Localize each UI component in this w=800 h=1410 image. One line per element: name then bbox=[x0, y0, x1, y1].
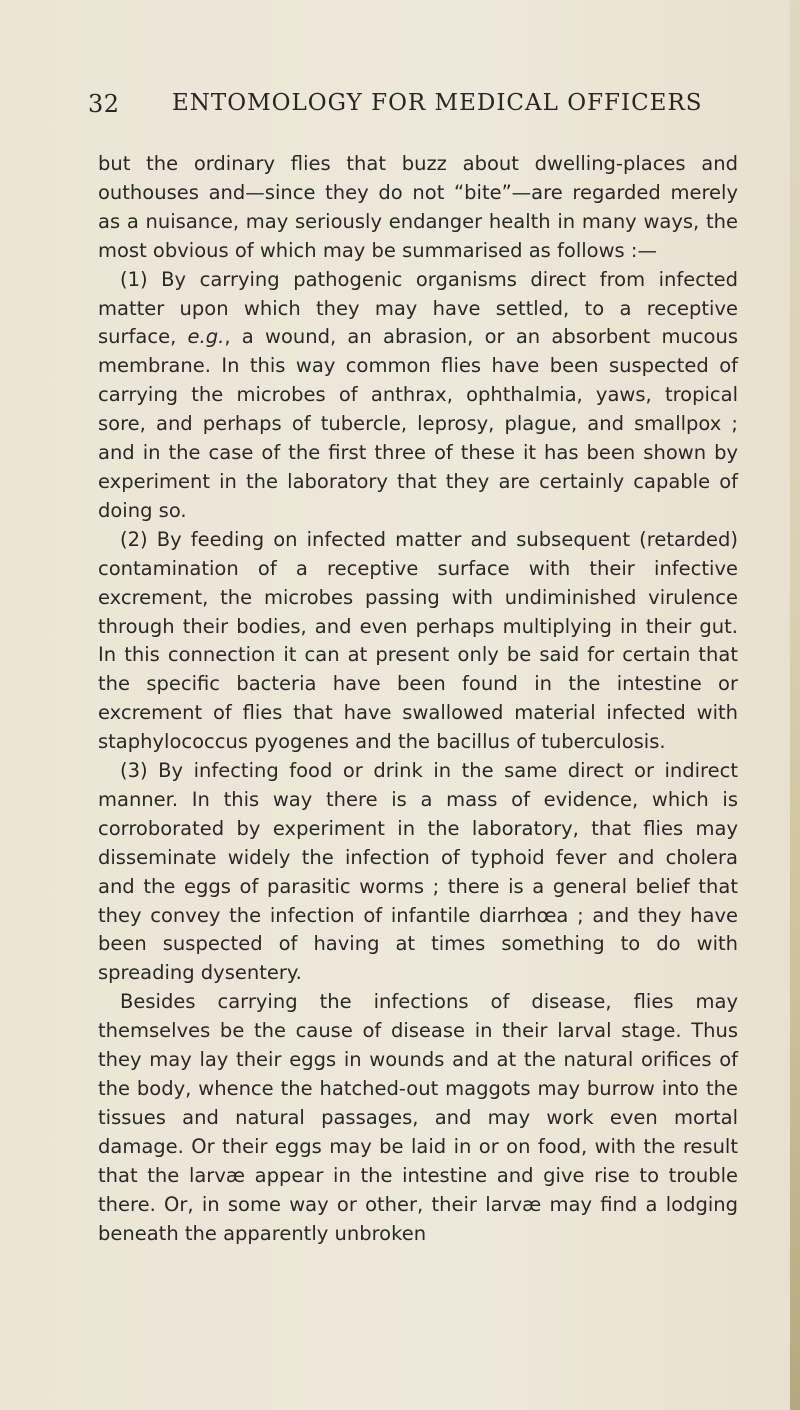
paragraph-point-3: (3) By infecting food or drink in the same direct or indirect manner. In this way there is a mass of evidence, which is corroborated by experiment in the laboratory, that flies may disseminate widely the infection of typhoid fever and cholera and the eggs of parasitic worms ; there is a general belief that they convey the infection of infantile diarrhœa ; and they have been suspected of having at times something to do with spreading dysentery. bbox=[98, 759, 738, 985]
point-1-text-b: , a wound, an abrasion, or an absorbent mucous membrane. In this way common flies have been suspected of carrying the microbes of anthrax, ophthalmia, yaws, tropical sore, and perhaps of tubercle, leprosy, plague, and smallpox ; and in the case of the first three of these it has been shown by experiment in the laboratory that they are certainly capable of doing so. bbox=[98, 325, 738, 522]
body-text bbox=[98, 150, 738, 1248]
page-edge-shadow bbox=[790, 0, 800, 1410]
eg-abbreviation: e.g. bbox=[187, 325, 225, 349]
point-1-text-a: (1) By carrying pathogenic organisms direct from infected matter upon which they may have settled, to a receptive surface, bbox=[98, 267, 738, 349]
paragraph-larval-stage: Besides carrying the infections of disease, flies may themselves be the cause of disease in their larval stage. Thus they may lay their eggs in wounds and at the natural orifices of the body, whence the hatched-out maggots may burrow into the tissues and natural passages, and may work even mortal damage. Or their eggs may be laid in or on food, with the result that the larvæ appear in the intestine and give rise to trouble there. Or, in some way or other, their larvæ may find a lodging beneath the apparently unbroken bbox=[98, 990, 738, 1245]
page-number: 32 bbox=[88, 90, 120, 118]
paragraph-point-2: (2) By feeding on infected matter and subsequent (retarded) contamination of a receptive surface with their infective excrement, the microbes passing with undiminished virulence through their bodies, and even perhaps multiplying in their gut. In this connection it can at present only be said for certain that the specific bacteria have been found in the intestine or excrement of flies that have swallowed material infected with staphylococcus pyogenes and the bacillus of tuberculosis. bbox=[98, 527, 738, 754]
page-header bbox=[88, 90, 748, 124]
paragraph-point-1 bbox=[98, 266, 738, 526]
paragraph-intro: but the ordinary flies that buzz about dwelling-places and outhouses and—since they do not “bite”—are regarded merely as a nuisance, may seriously endanger health in many ways, the most obvious of which may be summarised as follows :— bbox=[98, 152, 738, 262]
running-title: ENTOMOLOGY FOR MEDICAL OFFICERS bbox=[172, 90, 703, 116]
